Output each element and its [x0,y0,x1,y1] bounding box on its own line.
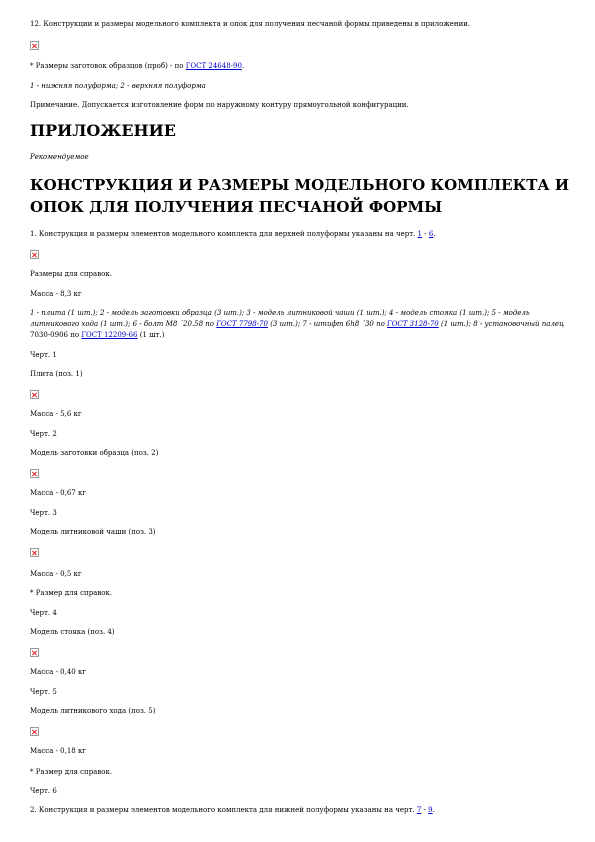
broken-image-icon [30,250,39,259]
figure-caption: Черт. 1 [30,351,57,359]
broken-image-icon [30,41,39,50]
parts-line-3 [30,331,164,340]
mass-label: Масса - 0,5 кг [30,570,82,578]
parts-text: (1 шт.); 8 - установочный палец [438,320,564,328]
parts-text: литникового хода (1 шт.); 6 - болт М8 [30,320,180,328]
appendix-heading: ПРИЛОЖЕНИЕ [30,121,176,140]
fig-6-link[interactable]: 6 [428,230,434,238]
mass-label: Масса - 8,3 кг [30,290,82,298]
mass-label: Масса - 0,67 кг [30,489,87,497]
ref-size-note: * Размер для справок. [30,589,113,597]
broken-image-icon [30,727,39,736]
parts-text: (1 шт.) [137,331,165,339]
gost-7798-link[interactable]: ГОСТ 7798-70 [216,320,268,328]
gost-3128-link[interactable]: ГОСТ 3128-70 [387,320,439,328]
figure-caption: Черт. 2 [30,430,57,438]
parts-text: 20.58 по [183,320,217,328]
paragraph-2 [30,806,435,815]
mass-label: Масса - 0,40 кг [30,668,87,676]
mass-label: Масса - 0,18 кг [30,747,87,755]
paragraph-2-text: 2. Конструкция и размеры элементов модельного комплекта для нижней полуформы указаны на черт. [30,806,417,814]
figure-caption: Черт. 6 [30,787,57,795]
parts-text: 30 по [364,320,388,328]
flask-legend: 1 - нижняя полуформа; 2 - верхняя полуформа [30,82,206,90]
broken-image-icon [30,390,39,399]
parts-line-1: 1 - плита (1 шт.); 2 - модель заготовки образца (3 шт.); 3 - модель литниковой чаши (1 шт.); 4 - модель стояка (1 шт.); 5 - модель [30,309,530,317]
paragraph-1 [30,230,436,239]
part-title: Модель заготовки образца (поз. 2) [30,449,159,457]
parts-symbol: ´ [179,320,184,328]
paragraph-1-text: 1. Конструкция и размеры элементов модельного комплекта для верхней полуформы указаны на черт. [30,230,418,238]
part-title: Плита (поз. 1) [30,370,83,378]
paragraph-1-end: . [433,230,436,238]
parts-line-2 [30,320,564,329]
paragraph-12: 12. Конструкции и размеры модельного комплекта и опок для получения песчаной формы приведены в приложении. [30,20,471,28]
gost-12209-link[interactable]: ГОСТ 12209-66 [81,331,138,339]
gost-24648-link[interactable]: ГОСТ 24648-90 [185,62,242,70]
mass-label: Масса - 5,6 кг [30,410,82,418]
fig-9-link[interactable]: 9 [428,806,433,814]
recommended-label: Рекомендуемое [30,153,89,161]
blank-sizes-end: . [241,62,245,70]
fig-7-link[interactable]: 7 [416,806,422,814]
part-title: Модель стояка (поз. 4) [30,628,115,636]
ref-size-note: * Размер для справок. [30,768,113,776]
part-title: Модель литникового хода (поз. 5) [30,707,156,715]
blank-sizes-line [30,62,244,71]
main-title: КОНСТРУКЦИЯ И РАЗМЕРЫ МОДЕЛЬНОГО КОМПЛЕКТА И ОПОК ДЛЯ ПОЛУЧЕНИЯ ПЕСЧАНОЙ ФОРМЫ [30,176,570,216]
fig-1-link[interactable]: 1 [417,230,423,238]
parts-text: 7030-0906 по [30,331,82,339]
paragraph-1-dash: - [422,230,429,238]
parts-symbol: ´ [361,320,365,328]
broken-image-icon [30,469,39,478]
figure-caption: Черт. 5 [30,688,57,696]
part-title: Модель литниковой чаши (поз. 3) [30,528,156,536]
paragraph-2-dash: - [421,806,429,814]
ref-sizes: Размеры для справок. [30,270,112,278]
figure-caption: Черт. 3 [30,509,57,517]
blank-sizes-text: * Размеры заготовок образцов (проб) - по [30,62,186,70]
note: Примечание. Допускается изготовление форм по наружному контуру прямоугольной конфигурации. [30,101,409,109]
paragraph-2-end: . [432,806,435,814]
figure-caption: Черт. 4 [30,609,57,617]
broken-image-icon [30,648,39,657]
broken-image-icon [30,548,39,557]
parts-text: (3 шт.); 7 - штифт 6h8 [267,320,362,328]
